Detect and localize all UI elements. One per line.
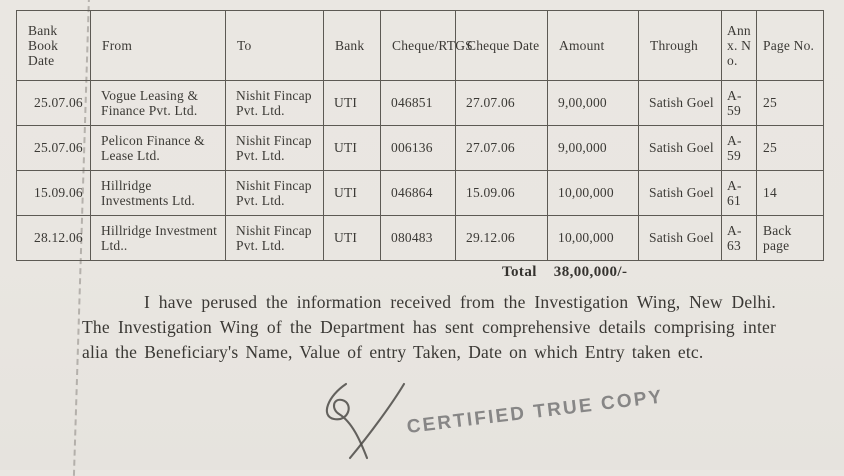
table-cell: Back page bbox=[757, 216, 824, 261]
total-value: 38,00,000/- bbox=[553, 264, 628, 280]
table-cell: 080483 bbox=[381, 216, 456, 261]
table-cell: Satish Goel bbox=[639, 171, 722, 216]
total-label: Total bbox=[502, 264, 537, 280]
table-cell: 28.12.06 bbox=[17, 216, 91, 261]
table-cell: A-59 bbox=[722, 81, 757, 126]
table-cell: Nishit Fincap Pvt. Ltd. bbox=[226, 171, 324, 216]
table-cell: 27.07.06 bbox=[456, 81, 548, 126]
table-header-row bbox=[17, 11, 824, 81]
table-body bbox=[17, 81, 824, 261]
table-cell: Nishit Fincap Pvt. Ltd. bbox=[226, 216, 324, 261]
order-paragraph: I have perused the information received from the Investigation Wing, New Delhi. The Investigation Wing of the Department has sent comprehensive details comprising inter alia the Beneficiary's Name, Value of entry Taken, Date on which Entry taken etc. bbox=[82, 292, 776, 362]
table-cell: 9,00,000 bbox=[548, 81, 639, 126]
column-header: Bank bbox=[324, 11, 381, 81]
table-cell: 15.09.06 bbox=[17, 171, 91, 216]
table-cell: Pelicon Finance & Lease Ltd. bbox=[91, 126, 226, 171]
column-header: Amount bbox=[548, 11, 639, 81]
table-cell: 046864 bbox=[381, 171, 456, 216]
table-cell: 10,00,000 bbox=[548, 171, 639, 216]
table-row bbox=[17, 126, 824, 171]
table-cell: A-63 bbox=[722, 216, 757, 261]
table-cell: 9,00,000 bbox=[548, 126, 639, 171]
table-cell: Nishit Fincap Pvt. Ltd. bbox=[226, 126, 324, 171]
table-cell: 25.07.06 bbox=[17, 81, 91, 126]
table-cell: 29.12.06 bbox=[456, 216, 548, 261]
table-cell: 046851 bbox=[381, 81, 456, 126]
table-cell: 25.07.06 bbox=[17, 126, 91, 171]
table-cell: Vogue Leasing & Finance Pvt. Ltd. bbox=[91, 81, 226, 126]
table-cell: Nishit Fincap Pvt. Ltd. bbox=[226, 81, 324, 126]
table-cell: A-59 bbox=[722, 126, 757, 171]
table-cell: Satish Goel bbox=[639, 216, 722, 261]
table-cell: 14 bbox=[757, 171, 824, 216]
table-cell: Satish Goel bbox=[639, 81, 722, 126]
table-cell: Hillridge Investments Ltd. bbox=[91, 171, 226, 216]
column-header: Bank Book Date bbox=[17, 11, 91, 81]
column-header: Cheque/RTGS bbox=[381, 11, 456, 81]
table-cell: 10,00,000 bbox=[548, 216, 639, 261]
column-header: Annx. No. bbox=[722, 11, 757, 81]
column-header: Cheque Date bbox=[456, 11, 548, 81]
table-row bbox=[17, 81, 824, 126]
table-row bbox=[17, 216, 824, 261]
table-cell: UTI bbox=[324, 171, 381, 216]
column-header: To bbox=[226, 11, 324, 81]
table-cell: 006136 bbox=[381, 126, 456, 171]
table-cell: Hillridge Investment Ltd.. bbox=[91, 216, 226, 261]
cheque-entries-table bbox=[16, 10, 824, 261]
table-cell: UTI bbox=[324, 216, 381, 261]
table-cell: 25 bbox=[757, 126, 824, 171]
table-cell: A-61 bbox=[722, 171, 757, 216]
column-header: Through bbox=[639, 11, 722, 81]
table-cell: 27.07.06 bbox=[456, 126, 548, 171]
column-header: Page No. bbox=[757, 11, 824, 81]
certified-true-copy-stamp: CERTIFIED TRUE COPY bbox=[405, 386, 665, 438]
column-header: From bbox=[91, 11, 226, 81]
table-row bbox=[17, 171, 824, 216]
table-cell: 15.09.06 bbox=[456, 171, 548, 216]
table-cell: Satish Goel bbox=[639, 126, 722, 171]
table-cell: UTI bbox=[324, 81, 381, 126]
table-cell: 25 bbox=[757, 81, 824, 126]
total-row bbox=[502, 264, 627, 281]
table-cell: UTI bbox=[324, 126, 381, 171]
